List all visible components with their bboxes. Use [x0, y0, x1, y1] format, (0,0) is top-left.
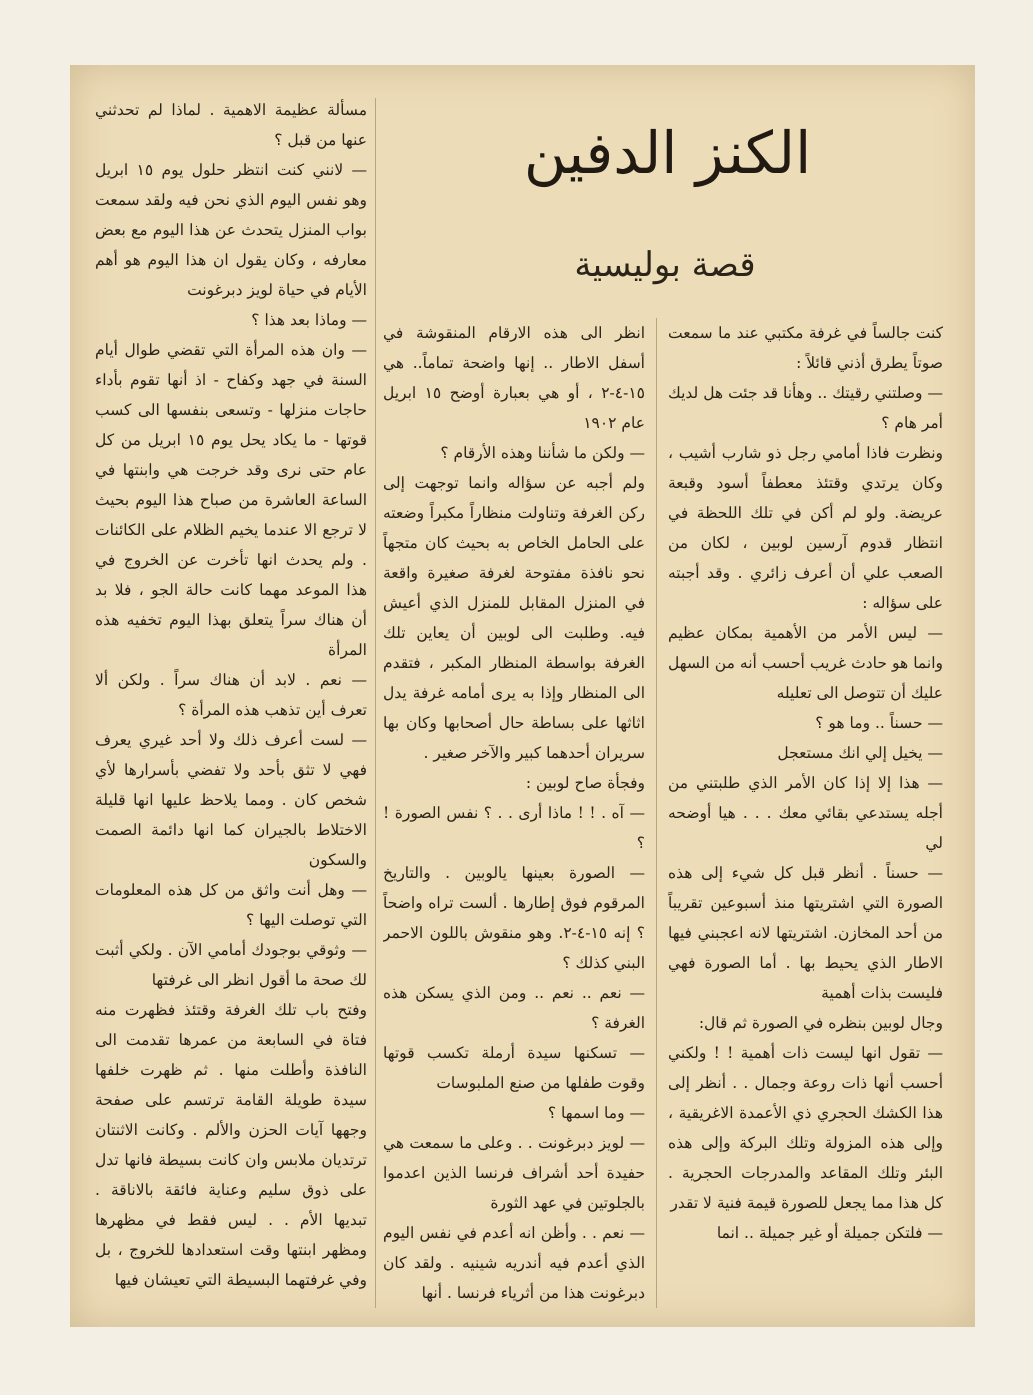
column-divider [656, 318, 657, 1308]
paragraph: — فلتكن جميلة أو غير جميلة .. انما [716, 1224, 943, 1242]
paragraph: — وما اسمها ؟ [547, 1104, 645, 1122]
paragraph: — وهل أنت واثق من كل هذه المعلومات التي توصلت اليها ؟ [95, 881, 367, 929]
paragraph: — وان هذه المرأة التي تقضي طوال أيام السنة في جهد وكفاح - اذ أنها تقوم بأداء حاجات منزلها - وتسعى بنفسها الى كسب قوتها - ما يكاد يحل يوم ١٥ ابريل من كل عام حتى نرى وقد خرجت هي وابنتها في الساعة العاشرة من صباح هذا اليوم بحيث لا ترجع الا عندما يخيم الظلام على الكائنات . ولم يحدث انها تأخرت عن الخروج في هذا الموعد مهما كانت حالة الجو ، فلا بد أن هناك سراً يتعلق بهذا اليوم تخفيه هذه المرأة [95, 341, 367, 659]
paragraph: ولم أجبه عن سؤاله وانما توجهت إلى ركن الغرفة وتناولت منظاراً مكبراً وضعته على الحامل الخاص به بحيث كان متجهاً نحو نافذة مفتوحة لغرفة صغيرة واقعة في المنزل المقابل للمنزل الذي أعيش فيه. وطلبت الى لوبين أن يعاين تلك الغرفة بواسطة المنظار المكبر ، فتقدم الى المنظار وإذا به يرى أمامه غرفة يدل اثاثها على بساطة حال أصحابها وكان بها سريران أحدهما كبير والآخر صغير . [383, 474, 645, 762]
paragraph: — الصورة بعينها يالوبين . والتاريخ المرقوم فوق إطارها . ألست تراه واضحاً ؟ إنه ١٥-٤-٢. وهو منقوش باللون الاحمر البني كذلك ؟ [383, 864, 645, 972]
paragraph: — وماذا بعد هذا ؟ [251, 311, 367, 329]
paragraph: ونظرت فاذا أمامي رجل ذو شارب أشيب ، وكان يرتدي وقتئذ معطفاً أسود وقبعة عريضة. ولو لم أكن في تلك اللحظة في انتظار قدوم آرسين لوبين ، لكان من الصعب علي أن أعرف زائري . وقد أجبته على سؤاله : [668, 444, 943, 612]
text-column-middle [383, 318, 645, 1308]
paragraph: — لويز دبرغونت . . وعلى ما سمعت هي حفيدة أحد أشراف فرنسا الذين اعدموا بالجلوتين في عهد الثورة [383, 1134, 645, 1212]
paragraph: — حسناً .. وما هو ؟ [815, 714, 943, 732]
paragraph: — وصلتني رقيتك .. وهأنا قد جئت هل لديك أمر هام ؟ [668, 384, 943, 432]
paragraph: انظر الى هذه الارقام المنقوشة في أسفل الاطار .. إنها واضحة تماماً.. هي ١٥-٤-٢ ، أو هي بعبارة أوضح ١٥ ابريل عام ١٩٠٢ [383, 324, 645, 432]
paragraph: مسألة عظيمة الاهمية . لماذا لم تحدثني عنها من قبل ؟ [95, 101, 367, 149]
article-title: الكنز الدفين [523, 119, 812, 187]
paragraph: — حسناً . أنظر قبل كل شيء إلى هذه الصورة التي اشتريتها منذ أسبوعين تقريباً من أحد المخازن. اشتريتها لانه اعجبني فيها الاطار الذي يحيط بها . أما الصورة فهي فليست بذات أهمية [668, 864, 943, 1002]
paragraph: — تسكنها سيدة أرملة تكسب قوتها وقوت طفلها من صنع الملبوسات [383, 1044, 645, 1092]
column-divider [375, 98, 376, 1308]
paragraph: كنت جالساً في غرفة مكتبي عند ما سمعت صوتاً يطرق أذني قائلاً : [668, 324, 943, 372]
paragraph: — تقول انها ليست ذات أهمية ! ! ولكني أحسب أنها ذات روعة وجمال . . أنظر إلى هذا الكشك الحجري ذي الأعمدة الاغريقية ، وإلى هذه المزولة وتلك البركة وإلى هذه البئر وتلك المقاعد والمدرجات الحجرية . كل هذا مما يجعل للصورة قيمة فنية لا تقدر [668, 1044, 943, 1212]
paragraph: — آه . ! ! ماذا أرى . . ؟ نفس الصورة ! ؟ [383, 804, 645, 852]
paragraph: — نعم . لابد أن هناك سراً . ولكن ألا تعرف أين تذهب هذه المرأة ؟ [95, 671, 367, 719]
paragraph: — ليس الأمر من الأهمية بمكان عظيم وانما هو حادث غريب أحسب أنه من السهل عليك أن تتوصل الى تعليله [668, 624, 943, 702]
paragraph: وفجأة صاح لوبين : [525, 774, 645, 792]
paragraph: — هذا إلا إذا كان الأمر الذي طلبتني من أجله يستدعي بقائي معك . . . هيا أوضحه لي [668, 774, 943, 852]
paragraph: وجال لوبين بنظره في الصورة ثم قال: [698, 1014, 943, 1032]
paragraph: — نعم .. نعم .. ومن الذي يسكن هذه الغرفة ؟ [383, 984, 645, 1032]
paragraph: — نعم . . وأظن انه أعدم في نفس اليوم الذي أعدم فيه أندريه شينيه . ولقد كان دبرغونت هذا من أثرياء فرنسا . أنها [383, 1224, 645, 1302]
paragraph: وفتح باب تلك الغرفة وقتئذ فظهرت منه فتاة في السابعة من عمرها تقدمت الى النافذة وأطلت منها . ثم ظهرت خلفها سيدة طويلة القامة ترتسم على صفحة وجهها آيات الحزن والألم . وكانت الاثنتان ترتديان ملابس وان كانت بسيطة فانها تدل على ذوق سليم وعناية فائقة بالاناقة . تبديها الأم . . ليس فقط في مظهرها ومظهر ابنتها وقت استعدادها للخروج ، بل وفي غرفتهما البسيطة التي تعيشان فيها [95, 1001, 367, 1289]
paragraph: — لانني كنت انتظر حلول يوم ١٥ ابريل وهو نفس اليوم الذي نحن فيه ولقد سمعت بواب المنزل يتحدث عن هذا اليوم مع بعض معارفه ، وكان يقول ان هذا اليوم هو أهم الأيام في حياة لويز دبرغونت [95, 161, 367, 299]
paragraph: — يخيل إلي انك مستعجل [777, 744, 943, 762]
paragraph: — لست أعرف ذلك ولا أحد غيري يعرف فهي لا تثق بأحد ولا تفضي بأسرارها لأي شخص كان . ومما يلاحظ عليها انها قليلة الاختلاط بالجيران كما انها دائمة الصمت والسكون [95, 731, 367, 869]
text-column-left [95, 95, 367, 1307]
paragraph: — ولكن ما شأننا وهذه الأرقام ؟ [440, 444, 645, 462]
article-subtitle: قصة بوليسية [574, 245, 756, 285]
paragraph: — وثوقي بوجودك أمامي الآن . ولكي أثبت لك صحة ما أقول انظر الى غرفتها [95, 941, 367, 989]
text-column-right [668, 318, 943, 1308]
